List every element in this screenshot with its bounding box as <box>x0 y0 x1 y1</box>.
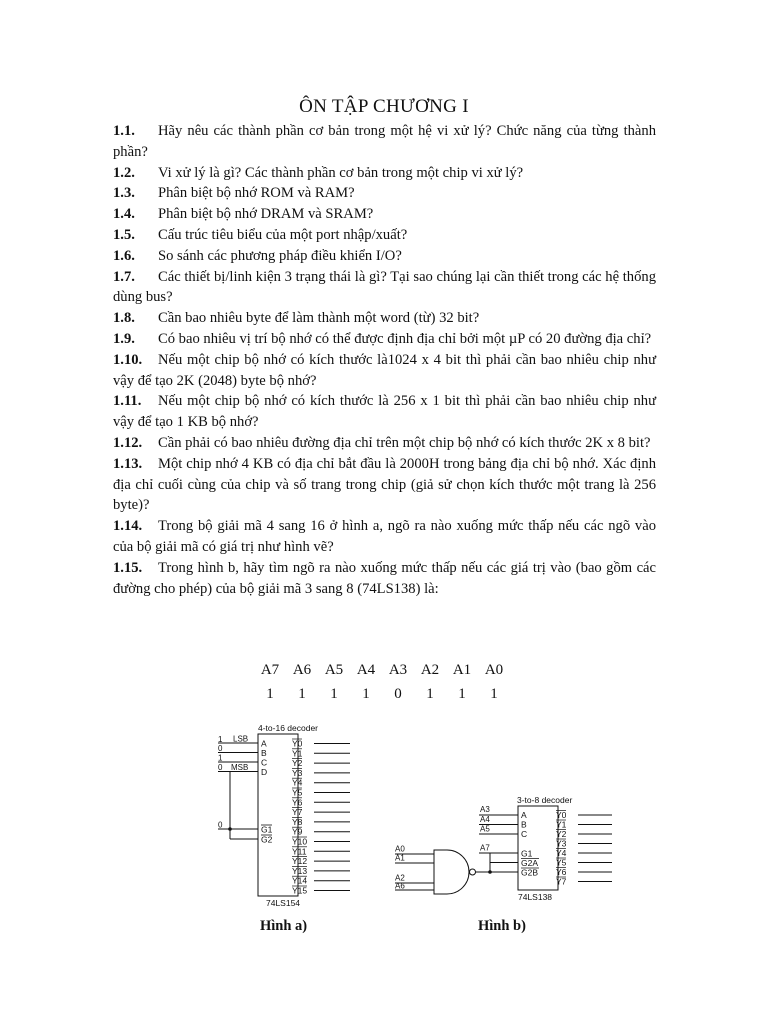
lsb-label: LSB <box>233 734 249 744</box>
question-item <box>113 516 656 558</box>
output-pin-label: Y7 <box>292 807 303 818</box>
question-item <box>113 204 656 225</box>
pin-c: C <box>521 829 528 839</box>
address-value-cell: 1 <box>266 685 274 702</box>
question-number: 1.1. <box>113 123 135 139</box>
figure-b-caption: Hình b) <box>478 918 526 934</box>
address-header-cell: A5 <box>324 661 344 678</box>
pin-b: B <box>261 748 267 758</box>
question-item <box>113 183 656 204</box>
decoder-a-title: 4-to-16 decoder <box>258 723 319 733</box>
pin-g1: G1 <box>261 824 273 835</box>
address-value-cell: 1 <box>458 685 466 702</box>
question-number: 1.8. <box>113 310 135 327</box>
question-text: Trong bộ giải mã 4 sang 16 ở hình a, ngõ ra nào xuống mức thấp nếu các ngõ vào của bộ giải mã có giá trị như hình vẽ? <box>113 518 656 555</box>
output-pin-label: Y15 <box>292 885 308 896</box>
junction-dot <box>488 870 492 874</box>
output-pin-label: Y6 <box>292 797 303 808</box>
signal-a7: A7 <box>480 843 490 853</box>
pin-g2: G2 <box>261 834 273 845</box>
figure-b-decoder-diagram <box>392 794 617 906</box>
figure-a-decoder-diagram <box>210 718 360 913</box>
decoder-b-outputs <box>556 810 612 887</box>
question-number: 1.9. <box>113 330 135 347</box>
signal-a5: A5 <box>480 824 490 834</box>
address-value-cell: 0 <box>394 685 402 702</box>
question-item <box>113 225 656 246</box>
address-header-cell: A6 <box>292 661 312 678</box>
question-text: Phân biệt bộ nhớ ROM và RAM? <box>158 185 355 202</box>
pin-a: A <box>521 810 527 820</box>
nand-bubble <box>470 869 476 875</box>
pin-g2b: G2B <box>521 867 539 878</box>
output-pin-label: Y5 <box>556 857 567 868</box>
question-item <box>113 391 656 433</box>
output-pin-label: Y4 <box>556 848 567 858</box>
question-item <box>113 329 656 350</box>
question-item <box>113 350 656 392</box>
address-header-cell: A0 <box>484 661 504 678</box>
question-item <box>113 121 656 163</box>
question-number: 1.13. <box>113 455 143 472</box>
question-text: Trong hình b, hãy tìm ngõ ra nào xuống mức thấp nếu các giá trị vào (bao gồm các đường cho phép) của bộ giải mã 3 sang 8 (74LS138) là: <box>113 559 656 597</box>
address-header-cell: A4 <box>356 661 376 678</box>
question-number: 1.2. <box>113 164 135 181</box>
question-text: Phân biệt bộ nhớ DRAM và SRAM? <box>158 206 374 223</box>
decoder-b-part-number: 74LS138 <box>518 892 553 902</box>
output-pin-label: Y4 <box>292 777 303 788</box>
address-value-row <box>254 682 510 706</box>
output-pin-label: Y1 <box>292 748 303 759</box>
address-value-cell: 1 <box>426 685 434 702</box>
decoder-b-title: 3-to-8 decoder <box>517 795 573 805</box>
gate-input-a2: A2 <box>395 873 405 883</box>
question-item <box>113 558 656 600</box>
question-item <box>113 454 656 516</box>
output-pin-label: Y6 <box>556 867 567 877</box>
question-item <box>113 163 656 184</box>
address-value-cell: 1 <box>490 685 498 702</box>
output-pin-label: Y0 <box>292 738 303 749</box>
pin-g2a: G2A <box>521 858 539 868</box>
pin-d: D <box>261 767 268 777</box>
decoder-a-outputs <box>292 739 350 896</box>
question-number: 1.4. <box>113 206 135 223</box>
output-pin-label: Y3 <box>556 838 567 849</box>
input-value-d: 0 <box>218 763 223 772</box>
output-pin-label: Y2 <box>556 829 567 839</box>
question-number: 1.6. <box>113 247 135 264</box>
gate-input-a1: A1 <box>395 853 405 863</box>
address-value-cell: 1 <box>362 685 370 702</box>
input-value-b: 0 <box>218 744 223 753</box>
gate-input-a6: A6 <box>395 881 405 891</box>
address-header-cell: A2 <box>420 661 440 678</box>
pin-g1: G1 <box>521 848 533 859</box>
signal-a4: A4 <box>480 815 490 824</box>
page-title: ÔN TẬP CHƯƠNG I <box>299 96 469 117</box>
question-text: So sánh các phương pháp điều khiển I/O? <box>158 247 402 264</box>
question-item <box>113 267 656 309</box>
question-item <box>113 433 656 454</box>
question-text: Nếu một chip bộ nhớ có kích thước là 256 x 1 bit thì phải cần bao nhiêu chip như vậy để tạo 1 KB bộ nhớ? <box>113 393 656 431</box>
address-input-table <box>254 658 510 706</box>
decoder-a-part-number: 74LS154 <box>266 898 301 908</box>
question-text: Cấu trúc tiêu biểu của một port nhập/xuất? <box>158 226 408 243</box>
output-pin-label: Y9 <box>292 826 303 837</box>
question-text: Cần phải có bao nhiêu đường địa chỉ trên một chip bộ nhớ có kích thước 2K x 8 bit? <box>158 434 651 451</box>
question-text: Cần bao nhiêu byte để làm thành một word (từ) 32 bit? <box>158 310 480 327</box>
pin-a: A <box>261 738 267 749</box>
output-pin-label: Y3 <box>292 767 303 778</box>
output-pin-label: Y10 <box>292 836 308 847</box>
question-text: Một chip nhớ 4 KB có địa chỉ bắt đầu là 2000H trong bảng địa chỉ bộ nhớ. Xác định địa chỉ cuối cùng của chip và số trang trong chip (giả sử chọn kích thước một trang là 256 byte)? <box>113 455 656 514</box>
question-number: 1.7. <box>113 268 135 285</box>
address-header-cell: A3 <box>388 661 408 678</box>
gate-input-a0: A0 <box>395 844 405 854</box>
output-pin-label: Y2 <box>292 758 303 769</box>
question-list <box>113 121 656 599</box>
signal-a3: A3 <box>480 805 490 814</box>
pin-b: B <box>521 819 527 830</box>
output-pin-label: Y1 <box>556 819 567 830</box>
address-header-cell: A7 <box>260 661 280 678</box>
question-text: Vi xử lý là gì? Các thành phần cơ bản trong một chip vi xử lý? <box>158 164 524 181</box>
question-number: 1.14. <box>113 518 143 535</box>
question-text: Nếu một chip bộ nhớ có kích thước là1024 x 4 bit thì phải cần bao nhiêu chip như vậy để tạo 2K (2048) byte bộ nhớ? <box>113 351 656 389</box>
question-text: Hãy nêu các thành phần cơ bản trong một hệ vi xử lý? Chức năng của từng thành phần? <box>113 123 656 160</box>
question-item <box>113 308 656 329</box>
input-value-c: 1 <box>218 753 223 763</box>
question-number: 1.5. <box>113 226 135 243</box>
address-header-row <box>254 658 510 682</box>
question-number: 1.10. <box>113 351 143 368</box>
address-value-cell: 1 <box>330 685 338 702</box>
output-pin-label: Y12 <box>292 856 308 867</box>
output-pin-label: Y8 <box>292 816 303 827</box>
question-item <box>113 246 656 267</box>
output-pin-label: Y11 <box>292 846 307 857</box>
question-text: Có bao nhiêu vị trí bộ nhớ có thể được định địa chỉ bởi một µP có 20 đường địa chỉ? <box>158 330 652 347</box>
output-pin-label: Y14 <box>292 875 308 886</box>
question-number: 1.3. <box>113 185 135 202</box>
question-text: Các thiết bị/linh kiện 3 trạng thái là gì? Tại sao chúng lại cần thiết trong các hệ thống dùng bus? <box>113 268 656 306</box>
pin-c: C <box>261 757 268 768</box>
msb-label: MSB <box>231 763 249 772</box>
output-pin-label: Y7 <box>556 876 567 887</box>
question-number: 1.15. <box>113 559 143 576</box>
output-pin-label: Y5 <box>292 787 303 798</box>
nand-gate <box>434 850 469 894</box>
figure-a-caption: Hình a) <box>260 918 308 934</box>
input-value-a: 1 <box>218 735 223 744</box>
address-header-cell: A1 <box>452 661 472 678</box>
output-pin-label: Y0 <box>556 810 567 820</box>
question-number: 1.12. <box>113 434 143 451</box>
address-value-cell: 1 <box>298 685 306 702</box>
junction-dot <box>228 827 232 831</box>
output-pin-label: Y13 <box>292 865 308 876</box>
enable-value: 0 <box>218 820 223 830</box>
question-number: 1.11. <box>113 393 142 410</box>
